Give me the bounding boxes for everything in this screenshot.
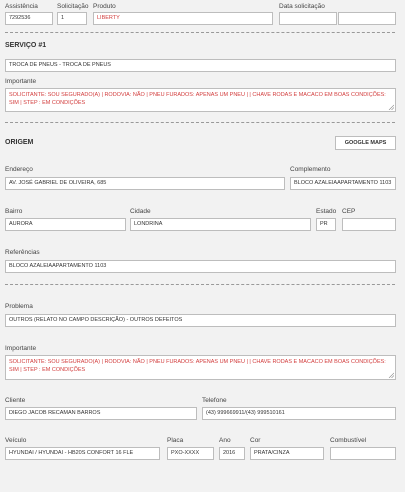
cep-label: CEP [342, 208, 356, 215]
data-solicitacao-date-field[interactable] [279, 12, 337, 25]
problema-importante-label: Importante [5, 345, 37, 352]
combustivel-field[interactable] [330, 447, 396, 460]
produto-field[interactable]: LIBERTY [93, 12, 273, 25]
ano-field[interactable]: 2016 [219, 447, 245, 460]
telefone-label: Telefone [202, 397, 227, 404]
divider [5, 32, 395, 33]
ano-label: Ano [219, 437, 231, 444]
solicitacao-field[interactable]: 1 [57, 12, 87, 25]
cliente-field[interactable]: DIEGO JACOB RECAMAN BARROS [5, 407, 197, 420]
problema-importante-text: SOLICITANTE: SOU SEGURADO(A) | RODOVIA: NÃO | PNEU FURADOS: APENAS UM PNEU | | CHAVE RODAS E MACACO EM BOAS CONDIÇÕES: SIM | STEP : EM CONDIÇÕES [9, 359, 386, 373]
referencias-field[interactable]: BLOCO AZALEIAAPARTAMENTO 1103 [5, 260, 396, 273]
referencias-label: Referências [5, 249, 40, 256]
origem-title: ORIGEM [5, 139, 34, 146]
solicitacao-label: Solicitação [57, 3, 89, 10]
produto-label: Produto [93, 3, 116, 10]
cor-field[interactable]: PRATA/CINZA [250, 447, 324, 460]
cidade-label: Cidade [130, 208, 151, 215]
cep-field[interactable] [342, 218, 396, 231]
placa-label: Placa [167, 437, 184, 444]
servico-title: SERVIÇO #1 [5, 42, 47, 49]
estado-field[interactable]: PR [316, 218, 336, 231]
divider [5, 284, 395, 285]
data-solicitacao-label: Data solicitação [279, 3, 325, 10]
problema-field[interactable]: OUTROS (RELATO NO CAMPO DESCRIÇÃO) - OUTROS DEFEITOS [5, 314, 396, 327]
resize-grip-icon[interactable] [388, 104, 394, 110]
servico-importante-label: Importante [5, 78, 37, 85]
veiculo-field[interactable]: HYUNDAI / HYUNDAI - HB20S CONFORT 16 FLE [5, 447, 160, 460]
bairro-field[interactable]: AURORA [5, 218, 126, 231]
data-solicitacao-time-field[interactable] [338, 12, 396, 25]
endereco-label: Endereço [5, 166, 33, 173]
assistencia-label: Assistência [5, 3, 38, 10]
problema-label: Problema [5, 303, 33, 310]
assistencia-field[interactable]: 7292536 [5, 12, 53, 25]
problema-importante-textarea[interactable] [5, 355, 396, 380]
servico-descricao-field[interactable]: TROCA DE PNEUS - TROCA DE PNEUS [5, 59, 396, 72]
cidade-field[interactable]: LONDRINA [130, 218, 311, 231]
cliente-label: Cliente [5, 397, 26, 404]
endereco-field[interactable]: AV. JOSÉ GABRIEL DE OLIVEIRA, 685 [5, 177, 285, 190]
estado-label: Estado [316, 208, 337, 215]
servico-importante-text: SOLICITANTE: SOU SEGURADO(A) | RODOVIA: NÃO | PNEU FURADOS: APENAS UM PNEU | | CHAVE RODAS E MACACO EM BOAS CONDIÇÕES: SIM | STEP : EM CONDIÇÕES [9, 92, 386, 106]
complemento-field[interactable]: BLOCO AZALEIAAPARTAMENTO 1103 [290, 177, 396, 190]
servico-importante-textarea[interactable] [5, 88, 396, 112]
google-maps-button[interactable]: GOOGLE MAPS [335, 136, 396, 150]
veiculo-label: Veículo [5, 437, 27, 444]
bairro-label: Bairro [5, 208, 23, 215]
combustivel-label: Combustível [330, 437, 367, 444]
telefone-field[interactable]: (43) 999669911/(43) 999510161 [202, 407, 396, 420]
placa-field[interactable]: PXO-XXXX [167, 447, 214, 460]
cor-label: Cor [250, 437, 261, 444]
complemento-label: Complemento [290, 166, 331, 173]
resize-grip-icon[interactable] [388, 372, 394, 378]
divider [5, 122, 395, 123]
